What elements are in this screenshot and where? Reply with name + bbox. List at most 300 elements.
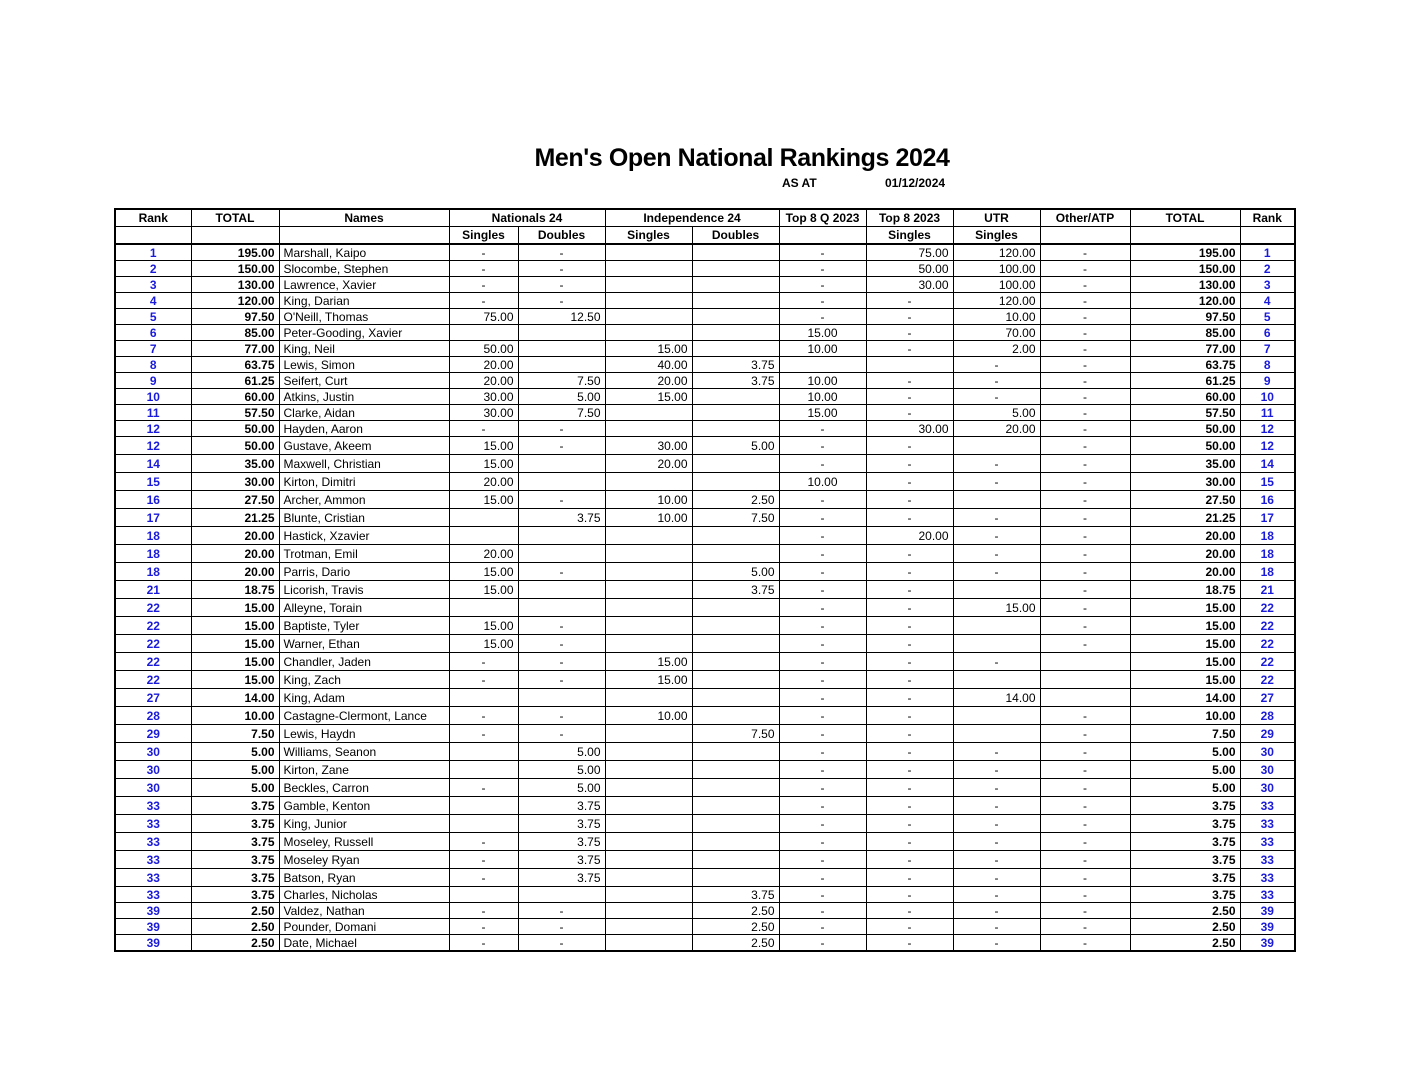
top8-singles-cell: - bbox=[866, 671, 953, 689]
independence-singles-cell: 30.00 bbox=[605, 437, 692, 455]
utr-singles-cell: - bbox=[953, 545, 1040, 563]
top8q-cell: - bbox=[779, 599, 866, 617]
rank-right-cell: 33 bbox=[1240, 887, 1295, 903]
table-row bbox=[115, 421, 1295, 437]
top8-singles-cell: - bbox=[866, 599, 953, 617]
other-atp-cell: - bbox=[1040, 743, 1130, 761]
total-right-cell: 57.50 bbox=[1130, 405, 1240, 421]
player-name-cell: Seifert, Curt bbox=[279, 373, 449, 389]
nationals-singles-cell: - bbox=[449, 671, 518, 689]
player-name-cell: Date, Michael bbox=[279, 935, 449, 952]
top8-singles-cell: 50.00 bbox=[866, 261, 953, 277]
independence-doubles-cell: 3.75 bbox=[692, 357, 779, 373]
table-row bbox=[115, 389, 1295, 405]
header-rank-right: Rank bbox=[1240, 209, 1295, 227]
other-atp-cell: - bbox=[1040, 325, 1130, 341]
other-atp-cell: - bbox=[1040, 635, 1130, 653]
total-cell: 3.75 bbox=[191, 815, 279, 833]
total-right-cell: 2.50 bbox=[1130, 919, 1240, 935]
total-right-cell: 18.75 bbox=[1130, 581, 1240, 599]
nationals-singles-cell: - bbox=[449, 244, 518, 261]
nationals-doubles-cell: - bbox=[518, 635, 605, 653]
total-right-cell: 60.00 bbox=[1130, 389, 1240, 405]
rank-cell: 18 bbox=[115, 527, 191, 545]
rank-cell: 3 bbox=[115, 277, 191, 293]
rank-right-cell: 1 bbox=[1240, 244, 1295, 261]
nationals-doubles-cell: - bbox=[518, 491, 605, 509]
top8-singles-cell: - bbox=[866, 341, 953, 357]
nationals-doubles-cell: 5.00 bbox=[518, 779, 605, 797]
independence-doubles-cell bbox=[692, 761, 779, 779]
table-row bbox=[115, 563, 1295, 581]
utr-singles-cell: - bbox=[953, 653, 1040, 671]
subheader-empty bbox=[779, 227, 866, 245]
independence-doubles-cell: 2.50 bbox=[692, 491, 779, 509]
total-cell: 195.00 bbox=[191, 244, 279, 261]
table-row bbox=[115, 455, 1295, 473]
rank-cell: 33 bbox=[115, 815, 191, 833]
top8-singles-cell: 30.00 bbox=[866, 277, 953, 293]
other-atp-cell: - bbox=[1040, 455, 1130, 473]
total-right-cell: 120.00 bbox=[1130, 293, 1240, 309]
independence-singles-cell bbox=[605, 779, 692, 797]
total-right-cell: 3.75 bbox=[1130, 797, 1240, 815]
top8q-cell: - bbox=[779, 244, 866, 261]
total-right-cell: 7.50 bbox=[1130, 725, 1240, 743]
utr-singles-cell: 5.00 bbox=[953, 405, 1040, 421]
rank-cell: 1 bbox=[115, 244, 191, 261]
utr-singles-cell: 10.00 bbox=[953, 309, 1040, 325]
nationals-doubles-cell bbox=[518, 341, 605, 357]
table-row bbox=[115, 277, 1295, 293]
total-cell: 57.50 bbox=[191, 405, 279, 421]
top8-singles-cell: - bbox=[866, 617, 953, 635]
top8q-cell: - bbox=[779, 277, 866, 293]
utr-singles-cell bbox=[953, 635, 1040, 653]
total-cell: 3.75 bbox=[191, 887, 279, 903]
rank-right-cell: 2 bbox=[1240, 261, 1295, 277]
total-right-cell: 85.00 bbox=[1130, 325, 1240, 341]
independence-doubles-cell bbox=[692, 341, 779, 357]
top8-singles-cell: - bbox=[866, 581, 953, 599]
nationals-doubles-cell: - bbox=[518, 277, 605, 293]
subheader-empty bbox=[1130, 227, 1240, 245]
other-atp-cell: - bbox=[1040, 421, 1130, 437]
nationals-singles-cell: - bbox=[449, 919, 518, 935]
total-cell: 20.00 bbox=[191, 563, 279, 581]
independence-singles-cell bbox=[605, 421, 692, 437]
table-row bbox=[115, 707, 1295, 725]
total-cell: 3.75 bbox=[191, 869, 279, 887]
player-name-cell: Clarke, Aidan bbox=[279, 405, 449, 421]
subheader-nationals-singles: Singles bbox=[449, 227, 518, 245]
player-name-cell: Kirton, Dimitri bbox=[279, 473, 449, 491]
table-row bbox=[115, 851, 1295, 869]
top8-singles-cell: - bbox=[866, 653, 953, 671]
independence-doubles-cell: 3.75 bbox=[692, 373, 779, 389]
top8-singles-cell: - bbox=[866, 919, 953, 935]
independence-doubles-cell bbox=[692, 309, 779, 325]
nationals-singles-cell: - bbox=[449, 833, 518, 851]
independence-doubles-cell: 2.50 bbox=[692, 919, 779, 935]
rank-cell: 39 bbox=[115, 903, 191, 919]
rank-cell: 14 bbox=[115, 455, 191, 473]
utr-singles-cell: 20.00 bbox=[953, 421, 1040, 437]
nationals-singles-cell: 30.00 bbox=[449, 389, 518, 405]
utr-singles-cell: - bbox=[953, 833, 1040, 851]
top8-singles-cell: - bbox=[866, 491, 953, 509]
top8q-cell: 10.00 bbox=[779, 373, 866, 389]
player-name-cell: King, Darian bbox=[279, 293, 449, 309]
header-total: TOTAL bbox=[191, 209, 279, 227]
independence-singles-cell: 10.00 bbox=[605, 491, 692, 509]
independence-singles-cell bbox=[605, 244, 692, 261]
utr-singles-cell bbox=[953, 725, 1040, 743]
rank-cell: 27 bbox=[115, 689, 191, 707]
total-cell: 2.50 bbox=[191, 919, 279, 935]
nationals-singles-cell bbox=[449, 689, 518, 707]
total-cell: 15.00 bbox=[191, 671, 279, 689]
nationals-singles-cell: - bbox=[449, 261, 518, 277]
nationals-singles-cell: - bbox=[449, 293, 518, 309]
subheader-empty bbox=[115, 227, 191, 245]
rank-right-cell: 12 bbox=[1240, 421, 1295, 437]
total-right-cell: 150.00 bbox=[1130, 261, 1240, 277]
nationals-doubles-cell: 5.00 bbox=[518, 743, 605, 761]
rank-cell: 18 bbox=[115, 545, 191, 563]
nationals-doubles-cell bbox=[518, 325, 605, 341]
nationals-doubles-cell: - bbox=[518, 725, 605, 743]
top8q-cell: 10.00 bbox=[779, 473, 866, 491]
rank-right-cell: 29 bbox=[1240, 725, 1295, 743]
top8q-cell: - bbox=[779, 617, 866, 635]
independence-singles-cell bbox=[605, 833, 692, 851]
utr-singles-cell: 100.00 bbox=[953, 261, 1040, 277]
total-right-cell: 27.50 bbox=[1130, 491, 1240, 509]
top8q-cell: - bbox=[779, 833, 866, 851]
utr-singles-cell: - bbox=[953, 797, 1040, 815]
player-name-cell: Baptiste, Tyler bbox=[279, 617, 449, 635]
player-name-cell: King, Junior bbox=[279, 815, 449, 833]
top8q-cell: - bbox=[779, 309, 866, 325]
player-name-cell: Chandler, Jaden bbox=[279, 653, 449, 671]
header-other: Other/ATP bbox=[1040, 209, 1130, 227]
nationals-singles-cell: - bbox=[449, 851, 518, 869]
nationals-singles-cell bbox=[449, 743, 518, 761]
rank-cell: 22 bbox=[115, 653, 191, 671]
top8-singles-cell: - bbox=[866, 851, 953, 869]
nationals-singles-cell: 15.00 bbox=[449, 563, 518, 581]
other-atp-cell: - bbox=[1040, 545, 1130, 563]
player-name-cell: Alleyne, Torain bbox=[279, 599, 449, 617]
player-name-cell: Slocombe, Stephen bbox=[279, 261, 449, 277]
nationals-singles-cell bbox=[449, 509, 518, 527]
other-atp-cell: - bbox=[1040, 437, 1130, 455]
independence-singles-cell bbox=[605, 761, 692, 779]
player-name-cell: King, Zach bbox=[279, 671, 449, 689]
player-name-cell: Valdez, Nathan bbox=[279, 903, 449, 919]
total-cell: 2.50 bbox=[191, 935, 279, 952]
rank-cell: 30 bbox=[115, 743, 191, 761]
rank-right-cell: 5 bbox=[1240, 309, 1295, 325]
nationals-singles-cell: 75.00 bbox=[449, 309, 518, 325]
other-atp-cell: - bbox=[1040, 581, 1130, 599]
player-name-cell: Pounder, Domani bbox=[279, 919, 449, 935]
rank-cell: 33 bbox=[115, 797, 191, 815]
nationals-doubles-cell: - bbox=[518, 653, 605, 671]
independence-doubles-cell bbox=[692, 405, 779, 421]
independence-doubles-cell bbox=[692, 545, 779, 563]
rank-right-cell: 8 bbox=[1240, 357, 1295, 373]
nationals-doubles-cell bbox=[518, 357, 605, 373]
independence-singles-cell bbox=[605, 635, 692, 653]
top8q-cell: - bbox=[779, 779, 866, 797]
independence-doubles-cell bbox=[692, 617, 779, 635]
independence-singles-cell bbox=[605, 277, 692, 293]
total-cell: 77.00 bbox=[191, 341, 279, 357]
nationals-doubles-cell: - bbox=[518, 617, 605, 635]
independence-singles-cell: 20.00 bbox=[605, 455, 692, 473]
header-total-right: TOTAL bbox=[1130, 209, 1240, 227]
independence-doubles-cell bbox=[692, 325, 779, 341]
top8-singles-cell: - bbox=[866, 545, 953, 563]
total-right-cell: 61.25 bbox=[1130, 373, 1240, 389]
top8q-cell: - bbox=[779, 261, 866, 277]
independence-doubles-cell: 5.00 bbox=[692, 437, 779, 455]
table-row bbox=[115, 491, 1295, 509]
top8q-cell: 15.00 bbox=[779, 405, 866, 421]
table-row bbox=[115, 405, 1295, 421]
nationals-doubles-cell: - bbox=[518, 244, 605, 261]
independence-singles-cell: 15.00 bbox=[605, 341, 692, 357]
total-right-cell: 5.00 bbox=[1130, 743, 1240, 761]
table-row bbox=[115, 509, 1295, 527]
nationals-singles-cell bbox=[449, 815, 518, 833]
utr-singles-cell: - bbox=[953, 563, 1040, 581]
other-atp-cell: - bbox=[1040, 851, 1130, 869]
utr-singles-cell: 15.00 bbox=[953, 599, 1040, 617]
rank-cell: 22 bbox=[115, 599, 191, 617]
nationals-singles-cell: 30.00 bbox=[449, 405, 518, 421]
top8q-cell: - bbox=[779, 869, 866, 887]
player-name-cell: King, Neil bbox=[279, 341, 449, 357]
rank-cell: 6 bbox=[115, 325, 191, 341]
independence-doubles-cell bbox=[692, 599, 779, 617]
nationals-doubles-cell: - bbox=[518, 261, 605, 277]
nationals-singles-cell bbox=[449, 797, 518, 815]
total-cell: 3.75 bbox=[191, 851, 279, 869]
other-atp-cell: - bbox=[1040, 869, 1130, 887]
independence-doubles-cell: 5.00 bbox=[692, 563, 779, 581]
header-nationals: Nationals 24 bbox=[449, 209, 605, 227]
nationals-doubles-cell: - bbox=[518, 707, 605, 725]
top8-singles-cell: 30.00 bbox=[866, 421, 953, 437]
player-name-cell: Moseley, Russell bbox=[279, 833, 449, 851]
independence-doubles-cell bbox=[692, 743, 779, 761]
independence-singles-cell bbox=[605, 869, 692, 887]
player-name-cell: O'Neill, Thomas bbox=[279, 309, 449, 325]
total-right-cell: 10.00 bbox=[1130, 707, 1240, 725]
independence-singles-cell bbox=[605, 919, 692, 935]
top8q-cell: - bbox=[779, 935, 866, 952]
rankings-table bbox=[114, 208, 1296, 952]
rank-right-cell: 39 bbox=[1240, 919, 1295, 935]
nationals-doubles-cell: 3.75 bbox=[518, 509, 605, 527]
utr-singles-cell: - bbox=[953, 509, 1040, 527]
rank-cell: 22 bbox=[115, 617, 191, 635]
nationals-doubles-cell: 7.50 bbox=[518, 373, 605, 389]
nationals-singles-cell: - bbox=[449, 869, 518, 887]
top8-singles-cell: - bbox=[866, 455, 953, 473]
independence-singles-cell bbox=[605, 725, 692, 743]
total-cell: 5.00 bbox=[191, 779, 279, 797]
rank-cell: 22 bbox=[115, 635, 191, 653]
other-atp-cell: - bbox=[1040, 277, 1130, 293]
other-atp-cell: - bbox=[1040, 725, 1130, 743]
total-cell: 97.50 bbox=[191, 309, 279, 325]
other-atp-cell: - bbox=[1040, 887, 1130, 903]
top8q-cell: - bbox=[779, 725, 866, 743]
rank-cell: 15 bbox=[115, 473, 191, 491]
total-right-cell: 50.00 bbox=[1130, 437, 1240, 455]
other-atp-cell: - bbox=[1040, 779, 1130, 797]
other-atp-cell bbox=[1040, 689, 1130, 707]
rank-cell: 39 bbox=[115, 919, 191, 935]
nationals-doubles-cell: 3.75 bbox=[518, 851, 605, 869]
subheader-row bbox=[115, 227, 1295, 245]
top8q-cell: - bbox=[779, 815, 866, 833]
nationals-singles-cell bbox=[449, 887, 518, 903]
total-cell: 7.50 bbox=[191, 725, 279, 743]
utr-singles-cell bbox=[953, 491, 1040, 509]
total-right-cell: 130.00 bbox=[1130, 277, 1240, 293]
nationals-doubles-cell: - bbox=[518, 563, 605, 581]
utr-singles-cell: - bbox=[953, 527, 1040, 545]
table-row bbox=[115, 689, 1295, 707]
player-name-cell: Hastick, Xzavier bbox=[279, 527, 449, 545]
rank-right-cell: 10 bbox=[1240, 389, 1295, 405]
player-name-cell: Moseley Ryan bbox=[279, 851, 449, 869]
utr-singles-cell: - bbox=[953, 935, 1040, 952]
independence-doubles-cell: 2.50 bbox=[692, 935, 779, 952]
player-name-cell: Charles, Nicholas bbox=[279, 887, 449, 903]
nationals-singles-cell: 20.00 bbox=[449, 545, 518, 563]
subheader-independence-doubles: Doubles bbox=[692, 227, 779, 245]
independence-doubles-cell bbox=[692, 869, 779, 887]
total-cell: 21.25 bbox=[191, 509, 279, 527]
nationals-doubles-cell bbox=[518, 455, 605, 473]
utr-singles-cell: - bbox=[953, 919, 1040, 935]
independence-doubles-cell bbox=[692, 261, 779, 277]
player-name-cell: Trotman, Emil bbox=[279, 545, 449, 563]
independence-singles-cell bbox=[605, 405, 692, 421]
total-cell: 10.00 bbox=[191, 707, 279, 725]
other-atp-cell: - bbox=[1040, 341, 1130, 357]
total-cell: 85.00 bbox=[191, 325, 279, 341]
top8-singles-cell: - bbox=[866, 707, 953, 725]
independence-singles-cell bbox=[605, 563, 692, 581]
header-utr: UTR bbox=[953, 209, 1040, 227]
independence-singles-cell bbox=[605, 545, 692, 563]
independence-doubles-cell bbox=[692, 293, 779, 309]
total-right-cell: 50.00 bbox=[1130, 421, 1240, 437]
table-row bbox=[115, 309, 1295, 325]
top8-singles-cell bbox=[866, 357, 953, 373]
total-cell: 15.00 bbox=[191, 653, 279, 671]
rank-cell: 8 bbox=[115, 357, 191, 373]
independence-doubles-cell bbox=[692, 671, 779, 689]
total-cell: 14.00 bbox=[191, 689, 279, 707]
total-cell: 2.50 bbox=[191, 903, 279, 919]
rank-right-cell: 22 bbox=[1240, 653, 1295, 671]
top8-singles-cell: - bbox=[866, 389, 953, 405]
total-right-cell: 195.00 bbox=[1130, 244, 1240, 261]
total-right-cell: 3.75 bbox=[1130, 833, 1240, 851]
table-row bbox=[115, 599, 1295, 617]
utr-singles-cell: - bbox=[953, 851, 1040, 869]
table-row bbox=[115, 903, 1295, 919]
utr-singles-cell bbox=[953, 581, 1040, 599]
page-title: Men's Open National Rankings 2024 bbox=[534, 144, 950, 172]
table-row bbox=[115, 325, 1295, 341]
subheader-utr-singles: Singles bbox=[953, 227, 1040, 245]
top8q-cell: - bbox=[779, 293, 866, 309]
top8-singles-cell: - bbox=[866, 903, 953, 919]
nationals-singles-cell: 15.00 bbox=[449, 455, 518, 473]
table-row bbox=[115, 887, 1295, 903]
table-row bbox=[115, 815, 1295, 833]
independence-doubles-cell: 7.50 bbox=[692, 509, 779, 527]
utr-singles-cell: - bbox=[953, 903, 1040, 919]
nationals-singles-cell: 50.00 bbox=[449, 341, 518, 357]
player-name-cell: Blunte, Cristian bbox=[279, 509, 449, 527]
player-name-cell: Beckles, Carron bbox=[279, 779, 449, 797]
top8q-cell: - bbox=[779, 455, 866, 473]
top8-singles-cell: - bbox=[866, 743, 953, 761]
other-atp-cell: - bbox=[1040, 357, 1130, 373]
table-row bbox=[115, 373, 1295, 389]
nationals-singles-cell: 20.00 bbox=[449, 373, 518, 389]
table-row bbox=[115, 437, 1295, 455]
subheader-top8-singles: Singles bbox=[866, 227, 953, 245]
nationals-doubles-cell: 3.75 bbox=[518, 815, 605, 833]
total-right-cell: 20.00 bbox=[1130, 527, 1240, 545]
nationals-doubles-cell bbox=[518, 689, 605, 707]
rank-right-cell: 21 bbox=[1240, 581, 1295, 599]
table-row bbox=[115, 545, 1295, 563]
utr-singles-cell: 70.00 bbox=[953, 325, 1040, 341]
rank-cell: 22 bbox=[115, 671, 191, 689]
nationals-singles-cell bbox=[449, 599, 518, 617]
table-row bbox=[115, 617, 1295, 635]
table-row bbox=[115, 473, 1295, 491]
rank-cell: 7 bbox=[115, 341, 191, 357]
independence-singles-cell bbox=[605, 689, 692, 707]
independence-singles-cell: 10.00 bbox=[605, 707, 692, 725]
total-right-cell: 3.75 bbox=[1130, 815, 1240, 833]
top8q-cell: - bbox=[779, 421, 866, 437]
other-atp-cell: - bbox=[1040, 797, 1130, 815]
utr-singles-cell: - bbox=[953, 743, 1040, 761]
subheader-empty bbox=[1040, 227, 1130, 245]
total-right-cell: 77.00 bbox=[1130, 341, 1240, 357]
utr-singles-cell bbox=[953, 671, 1040, 689]
top8-singles-cell: - bbox=[866, 373, 953, 389]
table-row bbox=[115, 244, 1295, 261]
total-right-cell: 30.00 bbox=[1130, 473, 1240, 491]
nationals-singles-cell: - bbox=[449, 653, 518, 671]
nationals-singles-cell: - bbox=[449, 421, 518, 437]
